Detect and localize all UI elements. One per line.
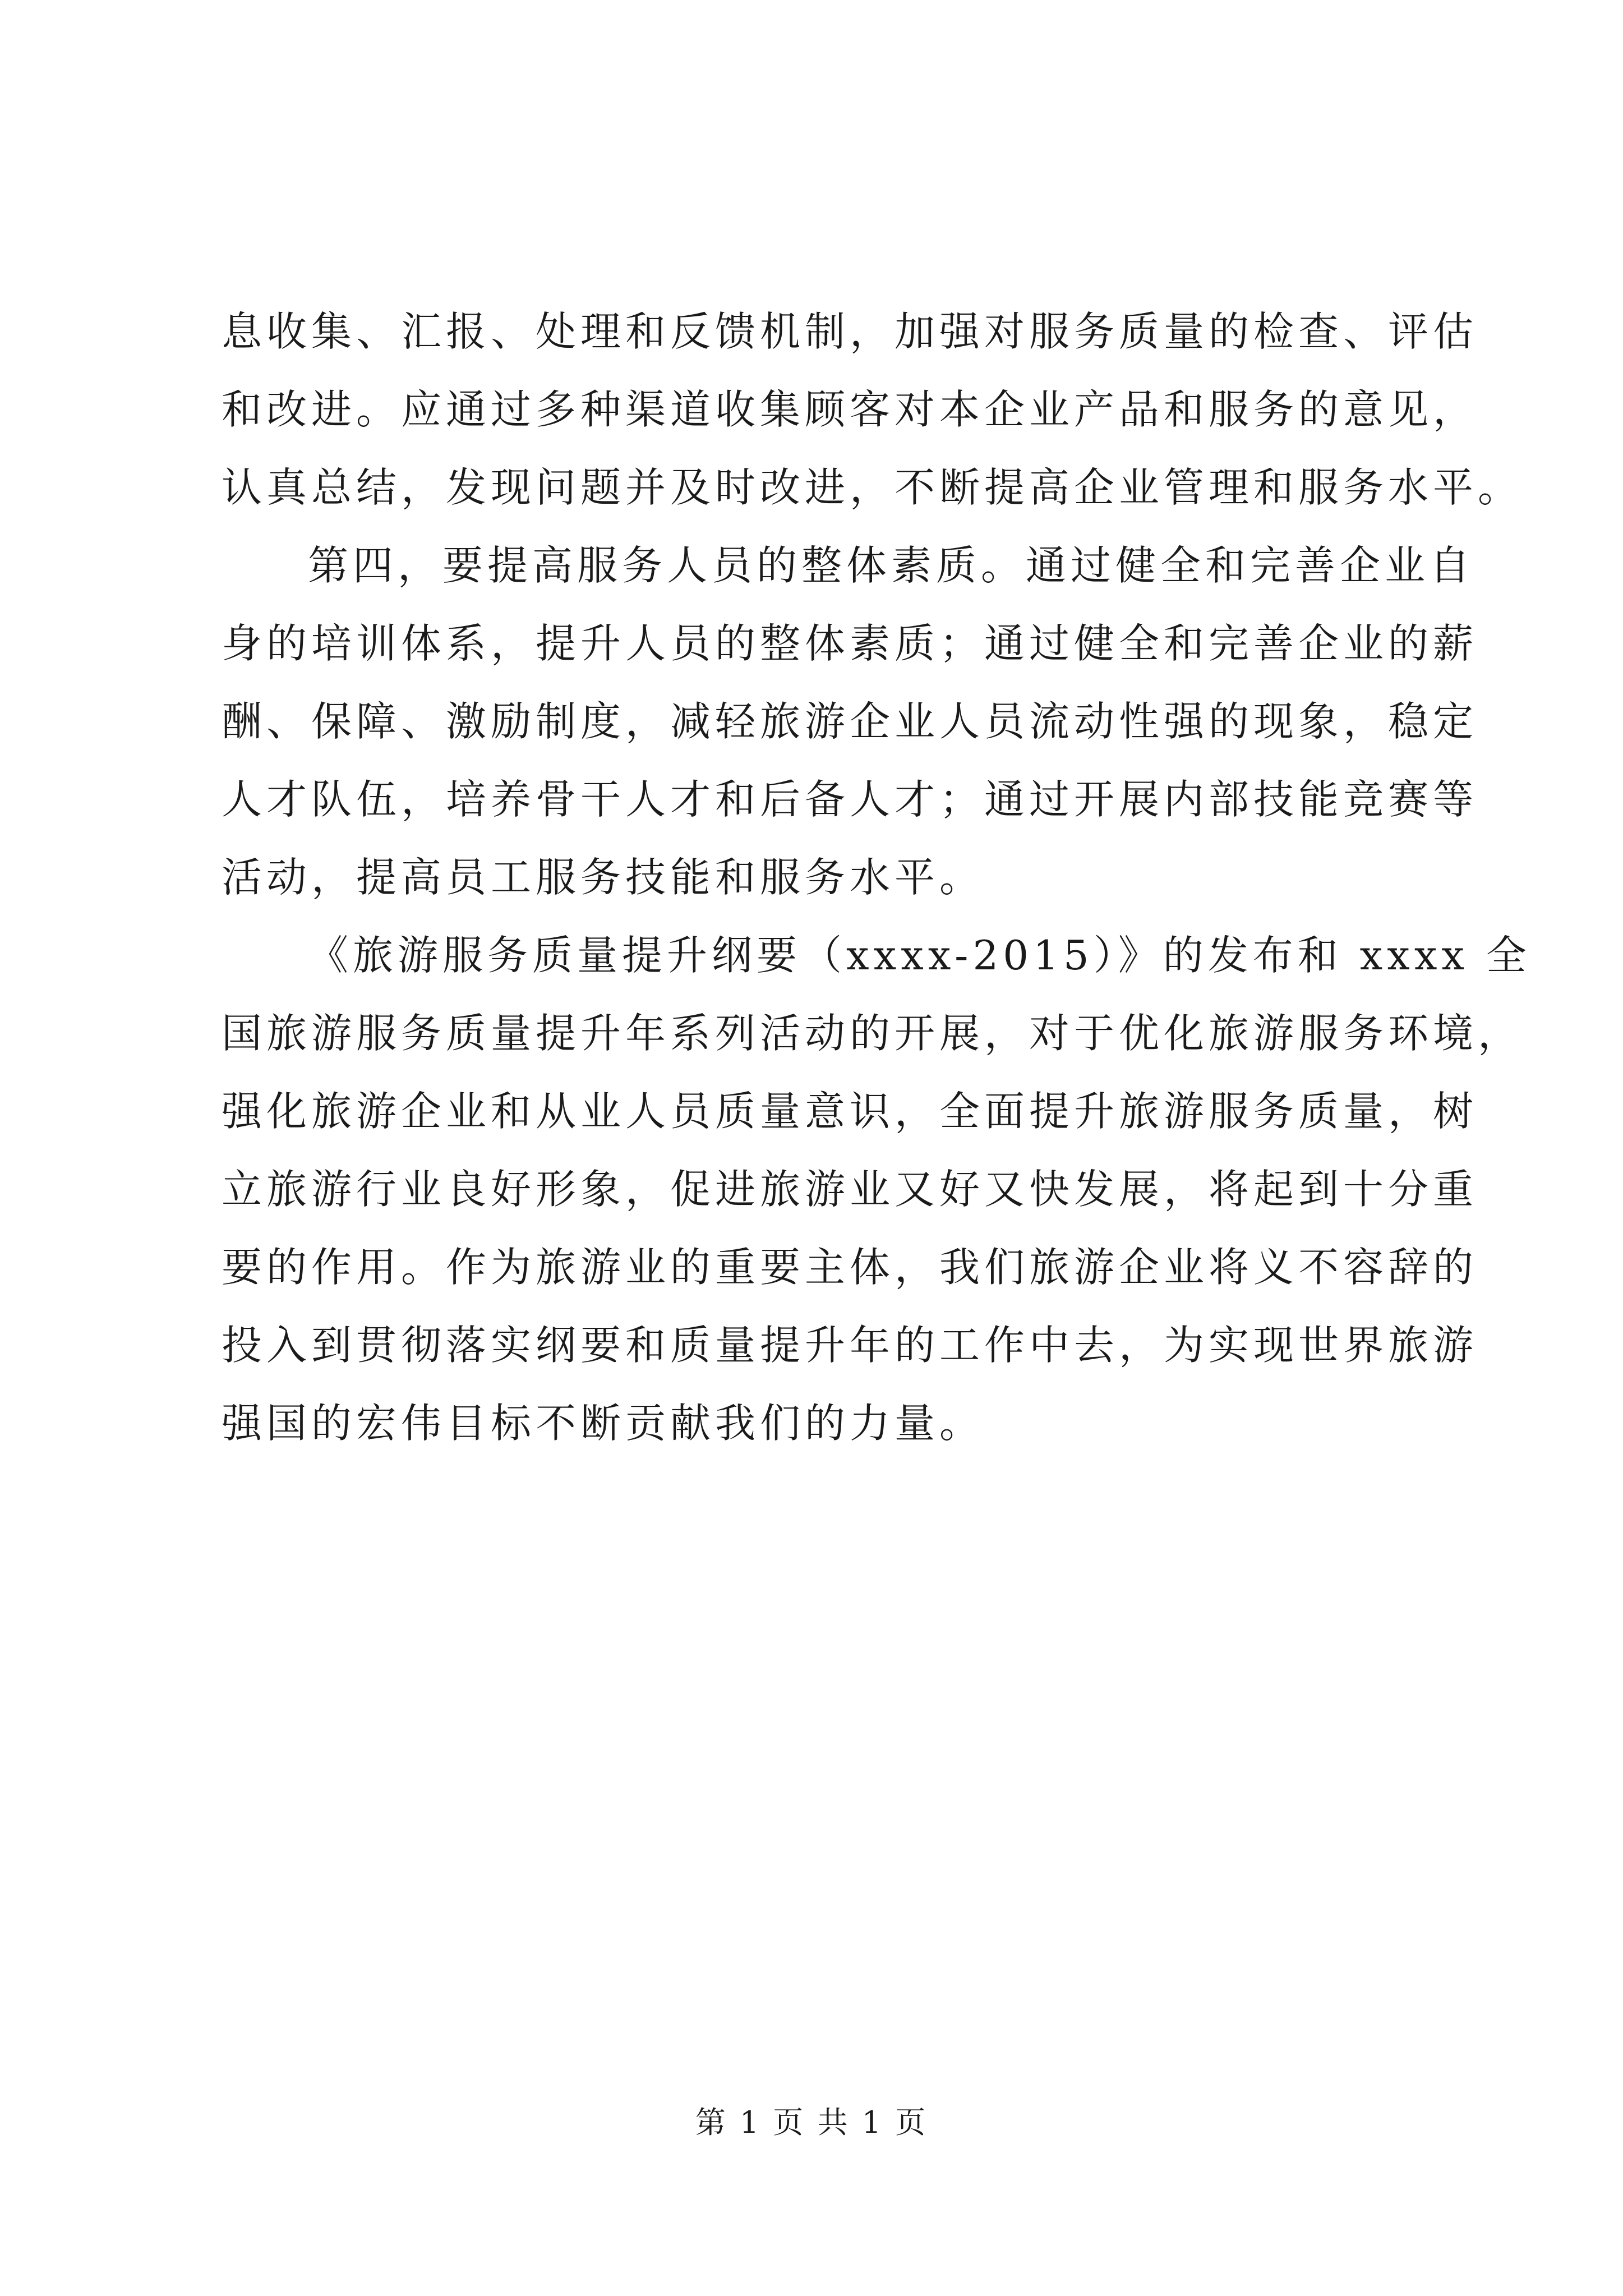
text-line: 人才队伍，培养骨干人才和后备人才；通过开展内部技能竞赛等 xyxy=(222,776,1478,823)
text-line: 国旅游服务质量提升年系列活动的开展，对于优化旅游服务环境， xyxy=(222,1010,1523,1057)
text-line: 身的培训体系，提升人员的整体素质；通过健全和完善企业的薪 xyxy=(222,620,1478,667)
body-text xyxy=(222,293,1531,1462)
text-line: 认真总结，发现问题并及时改进，不断提高企业管理和服务水平。 xyxy=(222,464,1523,511)
text-line: 活动，提高员工服务技能和服务水平。 xyxy=(222,854,985,901)
page-number-footer: 第 1 页 共 1 页 xyxy=(695,2105,928,2140)
text-line: 强国的宏伟目标不断贡献我们的力量。 xyxy=(222,1400,985,1447)
text-line: 要的作用。作为旅游业的重要主体，我们旅游企业将义不容辞的 xyxy=(222,1244,1478,1291)
paragraph-start-line: 《旅游服务质量提升纲要（xxxx-2015）》的发布和 xxxx 全 xyxy=(308,932,1531,979)
text-line: 酬、保障、激励制度，减轻旅游企业人员流动性强的现象，稳定 xyxy=(222,698,1478,745)
text-line: 息收集、汇报、处理和反馈机制，加强对服务质量的检查、评估 xyxy=(222,308,1478,355)
paragraph-start-line: 第四，要提高服务人员的整体素质。通过健全和完善企业自 xyxy=(308,542,1475,589)
text-line: 立旅游行业良好形象，促进旅游业又好又快发展，将起到十分重 xyxy=(222,1166,1478,1213)
text-line: 强化旅游企业和从业人员质量意识，全面提升旅游服务质量，树 xyxy=(222,1088,1478,1135)
text-line: 投入到贯彻落实纲要和质量提升年的工作中去，为实现世界旅游 xyxy=(222,1322,1478,1369)
text-line: 和改进。应通过多种渠道收集顾客对本企业产品和服务的意见， xyxy=(222,386,1478,433)
